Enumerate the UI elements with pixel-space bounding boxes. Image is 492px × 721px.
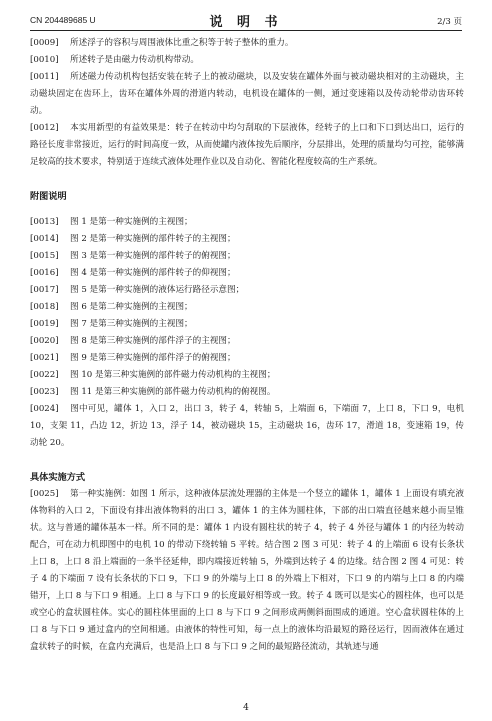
paragraph-0013 — [30, 214, 464, 231]
paragraph-tag: [0011] — [30, 72, 59, 82]
paragraph-text: 图 10 是第三种实施例的部件磁力传动机构的主视图； — [70, 370, 276, 380]
paragraph-text: 图 6 是第二种实施例的主视图； — [70, 302, 193, 312]
paragraph-tag: [0014] — [30, 234, 59, 244]
paragraph-text: 所述磁力传动机构包括安装在转子上的被动磁块，以及安装在罐体外面与被动磁块相对的主动磁块，主动磁块固定在齿环上，齿环在罐体外周的滑道内转动，电机设在罐体的一侧，通过变速箱以及传动轮带动齿环转动。 — [30, 72, 464, 116]
paragraph-tag: [0013] — [30, 217, 59, 227]
paragraph-0018 — [30, 299, 464, 316]
paragraph-tag: [0012] — [30, 123, 59, 133]
paragraph-tag: [0024] — [30, 404, 59, 414]
section-heading-embodiments: 具体实施方式 — [30, 472, 86, 483]
paragraph-0019 — [30, 316, 464, 333]
paragraph-tag: [0022] — [30, 370, 59, 380]
paragraph-text: 图 2 是第一种实施例的部件转子的主视图； — [70, 234, 236, 244]
paragraph-text: 图 1 是第一种实施例的主视图； — [70, 217, 193, 227]
paragraph-text: 图 9 是第三种实施例的部件浮子的俯视图； — [70, 353, 236, 363]
paragraph-0024 — [30, 401, 464, 452]
paragraph-tag: [0021] — [30, 353, 59, 363]
page-number: 4 — [243, 703, 249, 713]
paragraph-0010 — [30, 52, 464, 69]
paragraph-tag: [0010] — [30, 55, 59, 65]
paragraph-0021 — [30, 350, 464, 367]
paragraph-tag: [0015] — [30, 251, 59, 261]
paragraph-text: 图 4 是第一种实施例的部件转子的仰视图； — [70, 268, 236, 278]
paragraph-0012 — [30, 120, 464, 171]
paragraph-0025 — [30, 486, 464, 656]
paragraph-text: 所述浮子的容积与周围液体比重之积等于转子整体的重力。 — [70, 38, 294, 48]
paragraph-tag: [0017] — [30, 285, 59, 295]
paragraph-tag: [0023] — [30, 387, 59, 397]
paragraph-text: 图中可见，罐体 1，入口 2，出口 3，转子 4，转轴 5，上端面 6，下端面 7，上口 8，下口 9，电机 10，支架 11，凸边 12，折边 13，浮子 14，被动磁块 15，主动磁块 16，齿环 17，滑道 18，变速箱 19，传动轮 20。 — [30, 404, 464, 448]
paragraph-0022 — [30, 367, 464, 384]
paragraph-text: 图 8 是第三种实施例的部件浮子的主视图； — [70, 336, 236, 346]
paragraph-text: 图 3 是第一种实施例的部件转子的俯视图； — [70, 251, 236, 261]
paragraph-0023 — [30, 384, 464, 401]
paragraph-0017 — [30, 282, 464, 299]
paragraph-tag: [0018] — [30, 302, 59, 312]
paragraph-tag: [0020] — [30, 336, 59, 346]
paragraph-text: 图 5 是第一种实施例的液体运行路径示意图； — [70, 285, 245, 295]
paragraph-text: 图 7 是第三种实施例的主视图； — [70, 319, 193, 329]
page-header — [30, 10, 462, 31]
paragraph-tag: [0009] — [30, 38, 59, 48]
document-number: CN 204489685 U — [30, 15, 96, 25]
paragraph-0009 — [30, 35, 464, 52]
paragraph-tag: [0016] — [30, 268, 59, 278]
paragraph-text: 图 11 是第三种实施例的部件磁力传动机构的俯视图。 — [70, 387, 276, 397]
document-title: 说 明 书 — [209, 15, 283, 30]
paragraph-0011 — [30, 69, 464, 120]
paragraph-0016 — [30, 265, 464, 282]
section-heading-drawings: 附图说明 — [30, 191, 67, 202]
document-body — [30, 35, 464, 656]
paragraph-0020 — [30, 333, 464, 350]
paragraph-0014 — [30, 231, 464, 248]
paragraph-0015 — [30, 248, 464, 265]
paragraph-tag: [0019] — [30, 319, 59, 329]
paragraph-text: 所述转子是由磁力传动机构带动。 — [70, 55, 199, 65]
paragraph-text: 第一种实施例：如图 1 所示，这种液体层流处理器的主体是一个竖立的罐体 1，罐体 1 上面设有填充液体物料的入口 2，下面设有排出液体物料的出口 3，罐体 1 的主体为圆柱体，下部的出口端直径越来越小而呈锥状。这与普通的罐体基本一样。所不同的是：罐体 1 内设有圆柱状的转子 4，转子 4 外径与罐体 1 的内径为转动配合，可在动力机即图中的电机 10 的带动下绕转轴 5 平转。结合图 2 图 3 可见：转子 4 的上端面 6 设有长条状上口 8，上口 8 沿上端面的一条半径延伸，即内端接近转轴 5，外端到达转子 4 的边缘。结合图 2 图 4 可见：转子 4 的下端面 7 设有长条状的下口 9，下口 9 的外端与上口 8 的外端上下相对，下口 9 的内端与上口 8 的内端错开，上口 8 与下口 9 相通。上口 8 与下口 9 的长度最好相等或一致。转子 4 既可以是实心的圆柱体，也可以是或空心的盒状圆柱体。实心的圆柱体里面的上口 8 与下口 9 之间形成两侧斜面围成的通道。空心盒状圆柱体的上口 8 与下口 9 通过盒内的空间相通。由液体的特性可知，每一点上的液体均沿最短的路径运行，因而液体在通过盒状转子的时候，在盒内充满后，也是沿上口 8 与下口 9 之间的最短路径流动，其轨迹与通 — [30, 489, 464, 652]
page-indicator: 2/3 页 — [437, 17, 462, 27]
paragraph-tag: [0025] — [30, 489, 59, 499]
paragraph-text: 本实用新型的有益效果是：转子在转动中均匀刮取的下层液体，经转子的上口和下口到达出口，运行的路径长度非常接近，运行的时间高度一致，从而使罐内液体按先后顺序，分层排出，处理的质量均匀可控，能够满足较高的技术要求，特别适于连续式液体处理作业以及自动化、智能化程度较高的生产系统。 — [30, 123, 464, 167]
